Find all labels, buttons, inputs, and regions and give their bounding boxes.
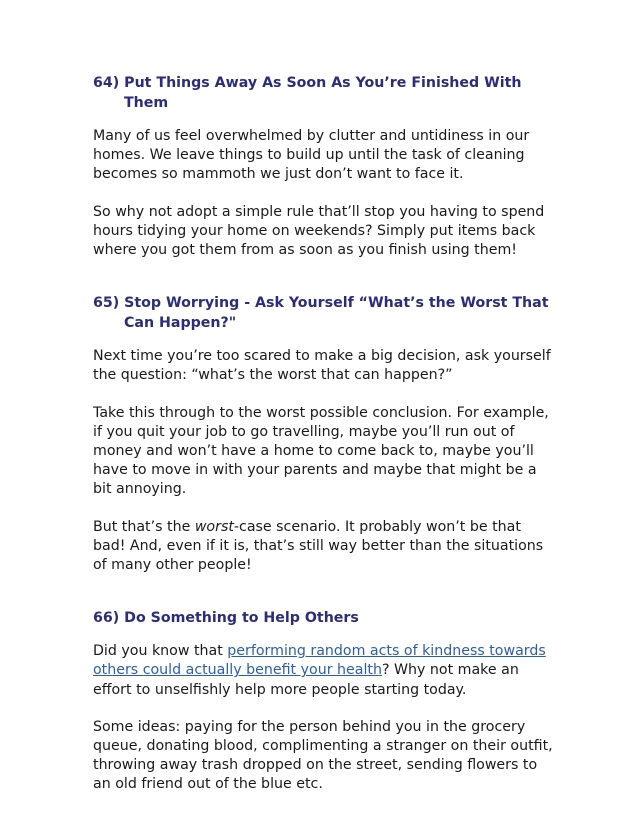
section-64-paragraph-2: So why not adopt a simple rule that’ll stop you having to spend hours tidying your home on weekends? Simply put items back where you got them from as soon as you finish using them!: [93, 203, 545, 259]
section-66-p1-after: ? Why not make an effort to unselfishly help more people starting today.: [93, 662, 519, 698]
section-65-paragraph-2: Take this through to the worst possible conclusion. For example, if you quit your job to go travelling, maybe you’ll run out of money and won’t have a home to come back to, maybe you’ll have to move in with your parents and maybe that might be a bit annoying.: [93, 404, 549, 498]
section-heading-66: 66) Do Something to Help Others: [93, 610, 359, 627]
section-65-p3-after: -case scenario. It probably won’t be that bad! And, even if it is, that’s still way better than the situations of many other people!: [93, 518, 544, 574]
section-65-paragraph-3: [93, 518, 553, 576]
section-64-paragraph-1: Many of us feel overwhelmed by clutter and untidiness in our homes. We leave things to build up until the task of cleaning becomes so mammoth we just don’t want to face it.: [93, 128, 530, 183]
section-66-paragraph-1: [93, 642, 553, 700]
section-heading-64: 64) Put Things Away As Soon As You’re Finished With Them: [93, 75, 522, 111]
section-65-paragraph-1: Next time you’re too scared to make a big decision, ask yourself the question: “what’s the worst that can happen?”: [93, 348, 551, 384]
section-65-p3-before: But that’s the: [93, 518, 195, 535]
section-66-paragraph-2: Some ideas: paying for the person behind you in the grocery queue, donating blood, complimenting a stranger on their outfit, throwing away trash dropped on the street, sending flowers to an old friend out of the blue etc.: [93, 718, 553, 793]
random-acts-kindness-link[interactable]: performing random acts of kindness towards others could actually benefit your health: [93, 643, 546, 679]
document-page: [93, 73, 553, 795]
section-66-p1-before: Did you know that: [93, 643, 228, 660]
section-65-p3-emphasis: worst: [194, 518, 234, 535]
section-heading-65: 65) Stop Worrying - Ask Yourself “What’s the Worst That Can Happen?": [93, 295, 549, 332]
